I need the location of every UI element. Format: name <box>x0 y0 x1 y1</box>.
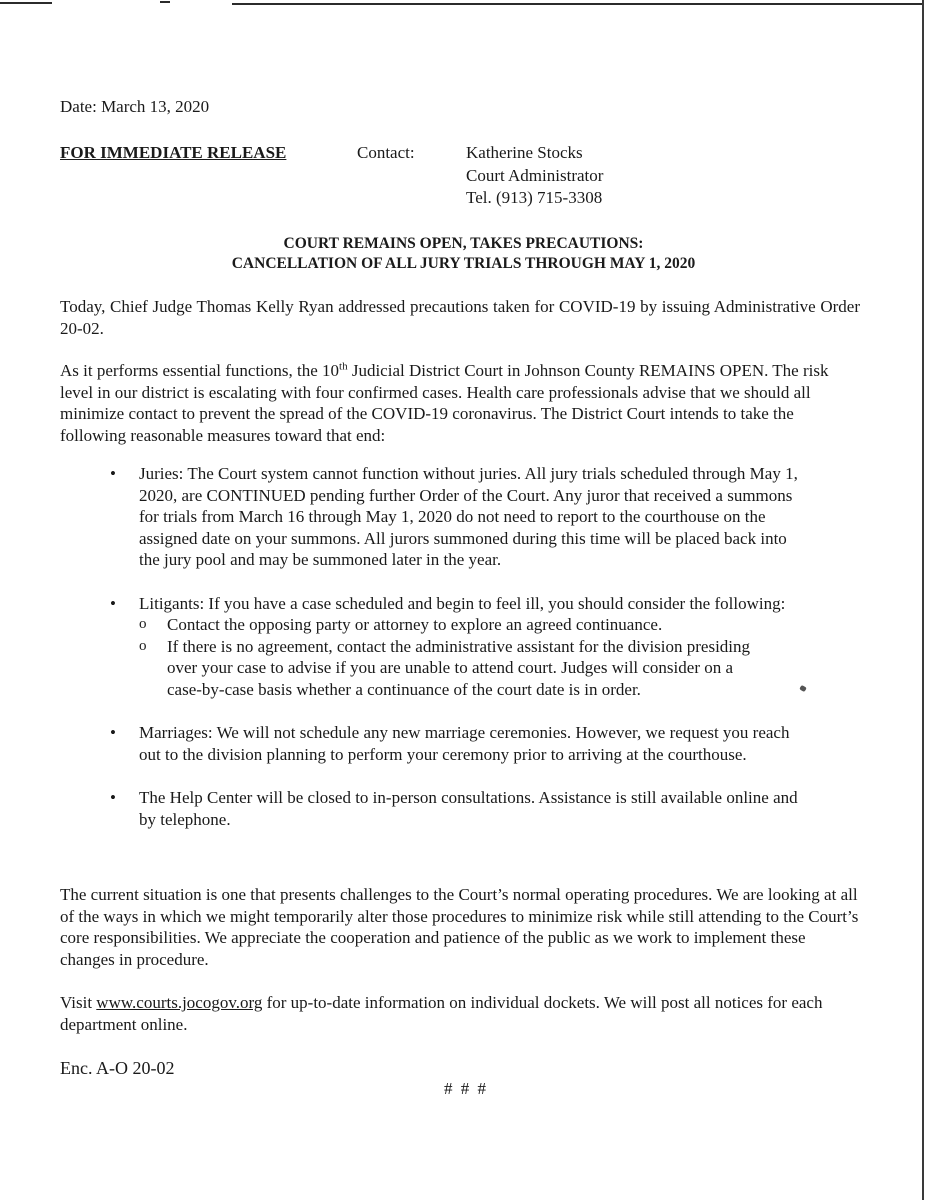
ordinal-suffix: th <box>339 360 348 373</box>
court-open-text-rest: Judicial District Court in Johnson County REMAINS OPEN. The risk level in our district is escalating with four confirmed cases. Health care professionals advise that we should all minimize contact to prevent the spread of the COVID-19 coronavirus. The District Court intends to take the following reasonable measures toward that end: <box>60 361 829 445</box>
closing-paragraph: The current situation is one that presents challenges to the Court’s normal operating procedures. We are looking at all of the ways in which we might temporarily alter those procedures to minimize risk while still attending to the Court’s core responsibilities. We appreciate the cooperation and patience of the public as we work to implement these changes in procedure. <box>60 885 859 969</box>
scan-border-top-mark <box>160 1 170 3</box>
enclosure-note: Enc. A-O 20-02 <box>60 1058 175 1078</box>
sub-item-contact-party <box>139 614 767 636</box>
release-date: Date: March 13, 2020 <box>60 97 210 116</box>
website-paragraph <box>60 992 860 1035</box>
list-item-help-center <box>110 787 810 830</box>
bullet-icon: • <box>110 464 116 483</box>
list-item-juries <box>110 463 810 571</box>
scan-border-top-left <box>0 2 52 4</box>
bullet-text-juries: Juries: The Court system cannot function without juries. All jury trials scheduled through May 1, 2020, are CONTINUED pending further Order of the Court. Any juror that received a summons for trials from March 16 through May 1, 2020 do not need to report to the courthouse on the assigned date on your summons. All jurors summoned during this time will be placed back into the jury pool and may be summoned later in the year. <box>139 464 798 569</box>
court-open-text-start: As it performs essential functions, the 10 <box>60 361 340 380</box>
intro-paragraph: Today, Chief Judge Thomas Kelly Ryan addressed precautions taken for COVID-19 by issuing Administrative Order 20-02. <box>60 297 860 338</box>
website-text-start: Visit <box>60 993 97 1012</box>
headline-line-2: CANCELLATION OF ALL JURY TRIALS THROUGH MAY 1, 2020 <box>231 255 696 272</box>
contact-phone: Tel. (913) 715-3308 <box>466 188 603 207</box>
end-mark: # # # <box>444 1079 488 1098</box>
sub-item-no-agreement <box>139 636 767 701</box>
contact-name: Katherine Stocks <box>466 143 583 162</box>
bullet-icon: • <box>110 593 116 613</box>
list-item-litigants <box>110 593 810 701</box>
circle-bullet-icon: o <box>139 637 147 654</box>
scan-border-right <box>922 0 924 1200</box>
sub-item-text: If there is no agreement, contact the administrative assistant for the division presiding over your case to advise if you are unable to attend court. Judges will consider on a case-by-case basis whether a continuance of the court date is in order. <box>167 636 751 699</box>
bullet-icon: • <box>110 788 116 807</box>
courts-website-link[interactable]: www.courts.jocogov.org <box>96 993 263 1012</box>
bullet-text-help-center: The Help Center will be closed to in-person consultations. Assistance is still available online and by telephone. <box>139 788 798 829</box>
bullet-text-marriages: Marriages: We will not schedule any new marriage ceremonies. However, we request you reach out to the division planning to perform your ceremony prior to arriving at the courthouse. <box>139 723 790 764</box>
release-label: FOR IMMEDIATE RELEASE <box>60 143 287 162</box>
court-open-paragraph <box>60 360 860 446</box>
website-text-rest: for up-to-date information on individual dockets. We will post all notices for each department online. <box>60 993 823 1034</box>
bullet-icon: • <box>110 723 116 742</box>
bullet-text-litigants: Litigants: If you have a case scheduled and begin to feel ill, you should consider the following: <box>139 593 786 613</box>
list-item-marriages <box>110 722 810 765</box>
headline-line-1: COURT REMAINS OPEN, TAKES PRECAUTIONS: <box>283 235 644 252</box>
contact-title: Court Administrator <box>466 165 604 185</box>
litigants-sublist <box>139 614 810 700</box>
circle-bullet-icon: o <box>139 616 147 632</box>
sub-item-text: Contact the opposing party or attorney to explore an agreed continuance. <box>167 615 663 634</box>
contact-label: Contact: <box>357 143 415 162</box>
scan-border-top <box>232 3 924 5</box>
measures-list <box>110 463 810 852</box>
headline <box>0 234 927 274</box>
contact-block <box>466 142 603 210</box>
